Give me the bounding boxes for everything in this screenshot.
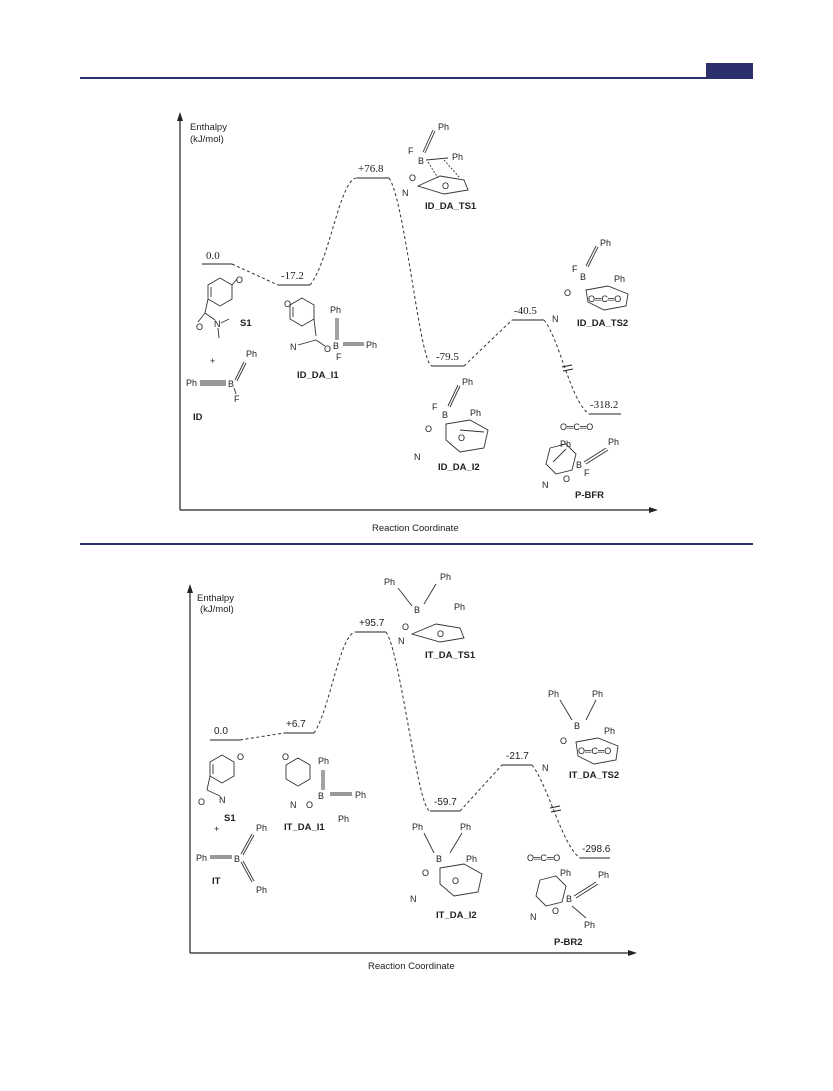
path-seg	[544, 320, 589, 414]
svg-text:O: O	[306, 800, 314, 810]
svg-text:Ph: Ph	[196, 853, 208, 863]
svg-text:B: B	[333, 341, 340, 351]
svg-text:B: B	[414, 605, 421, 615]
svg-text:N: N	[552, 314, 559, 324]
path-seg	[464, 320, 512, 366]
species-label: S1	[224, 813, 236, 824]
svg-text:F: F	[432, 402, 438, 412]
svg-text:F: F	[336, 352, 342, 362]
svg-text:O: O	[237, 752, 245, 762]
svg-text:O: O	[437, 629, 445, 639]
molecule-p-bfr	[542, 422, 619, 490]
svg-text:N: N	[398, 636, 405, 646]
svg-text:F: F	[234, 394, 240, 404]
molecule-it-da-i1	[282, 752, 366, 824]
svg-text:B: B	[580, 272, 587, 282]
species-label: ID_DA_TS1	[425, 201, 477, 212]
svg-text:B: B	[234, 854, 241, 864]
svg-text:Ph: Ph	[560, 868, 572, 878]
svg-text:O═C═O: O═C═O	[527, 853, 561, 863]
x-axis-title: Reaction Coordinate	[372, 523, 459, 534]
section-divider	[80, 543, 753, 545]
svg-text:Ph: Ph	[462, 377, 474, 387]
svg-text:O: O	[425, 424, 433, 434]
svg-text:Ph: Ph	[186, 378, 198, 388]
svg-text:Ph: Ph	[355, 790, 367, 800]
species-label: ID_DA_I2	[438, 462, 480, 473]
svg-text:Ph: Ph	[584, 920, 596, 930]
svg-text:O: O	[452, 876, 460, 886]
svg-text:O: O	[442, 181, 450, 191]
path-seg	[240, 733, 284, 740]
svg-text:Ph: Ph	[330, 305, 342, 315]
svg-text:Ph: Ph	[440, 572, 452, 582]
svg-text:B: B	[436, 854, 443, 864]
svg-text:B: B	[228, 379, 235, 389]
svg-text:N: N	[290, 800, 297, 810]
y-axis-unit: (kJ/mol)	[200, 604, 234, 615]
svg-text:O: O	[552, 906, 560, 916]
svg-text:B: B	[576, 460, 583, 470]
svg-text:O: O	[458, 433, 466, 443]
svg-text:Ph: Ph	[256, 823, 268, 833]
level-label: +6.7	[286, 719, 306, 730]
svg-text:O═C═O: O═C═O	[578, 746, 612, 756]
svg-text:N: N	[214, 319, 221, 329]
y-axis-title: Enthalpy	[190, 122, 227, 133]
molecule-p-br2	[527, 853, 609, 930]
svg-text:N: N	[530, 912, 537, 922]
level-label: 0.0	[214, 726, 228, 737]
svg-text:O: O	[564, 288, 572, 298]
svg-text:N: N	[414, 452, 421, 462]
level-label: -40.5	[514, 305, 537, 317]
header-tab	[706, 63, 753, 78]
svg-text:Ph: Ph	[614, 274, 626, 284]
energy-diagram-1	[0, 105, 833, 535]
molecule-s1	[198, 752, 244, 807]
level-label: -17.2	[281, 270, 304, 282]
level-label: -21.7	[506, 751, 529, 762]
molecule-id-da-ts1	[402, 122, 468, 198]
level-label: +95.7	[359, 618, 385, 629]
svg-text:Ph: Ph	[592, 689, 604, 699]
path-seg	[386, 632, 430, 811]
level-label: -79.5	[436, 351, 459, 363]
level-label: +76.8	[358, 163, 384, 175]
svg-text:Ph: Ph	[598, 870, 610, 880]
molecule-it-da-ts1	[384, 572, 465, 646]
species-label: ID_DA_I1	[297, 370, 339, 381]
molecule-id	[186, 349, 257, 404]
svg-text:F: F	[584, 468, 590, 478]
species-label: S1	[240, 318, 252, 329]
svg-text:O: O	[236, 275, 244, 285]
svg-text:N: N	[410, 894, 417, 904]
svg-text:O: O	[282, 752, 290, 762]
species-label: IT	[212, 876, 221, 887]
svg-text:Ph: Ph	[366, 340, 378, 350]
path-seg	[314, 632, 356, 733]
molecule-id-da-ts2	[552, 238, 628, 324]
path-seg	[460, 765, 502, 811]
species-label: P-BR2	[554, 937, 583, 948]
svg-text:N: N	[542, 480, 549, 490]
svg-text:B: B	[442, 410, 449, 420]
path-seg	[310, 178, 357, 285]
svg-text:O: O	[560, 736, 568, 746]
axis-break-mark	[562, 365, 573, 371]
svg-text:B: B	[574, 721, 581, 731]
species-label: ID	[193, 412, 203, 423]
y-axis-unit: (kJ/mol)	[190, 134, 224, 145]
svg-text:F: F	[408, 146, 414, 156]
species-label: IT_DA_TS1	[425, 650, 476, 661]
svg-text:N: N	[402, 188, 409, 198]
svg-text:O: O	[409, 173, 417, 183]
axis-break-mark	[550, 806, 561, 812]
svg-text:Ph: Ph	[246, 349, 258, 359]
svg-text:O═C═O: O═C═O	[588, 294, 622, 304]
svg-text:O: O	[402, 622, 410, 632]
plus-sign: +	[214, 824, 220, 834]
molecule-s1	[196, 275, 243, 338]
svg-text:Ph: Ph	[338, 814, 350, 824]
species-label: IT_DA_I1	[284, 822, 325, 833]
energy-diagram-2	[0, 565, 833, 985]
svg-text:Ph: Ph	[256, 885, 268, 895]
level-label: -59.7	[434, 797, 457, 808]
svg-text:Ph: Ph	[600, 238, 612, 248]
svg-text:F: F	[572, 264, 578, 274]
svg-text:B: B	[566, 894, 573, 904]
svg-text:N: N	[542, 763, 549, 773]
svg-text:Ph: Ph	[452, 152, 464, 162]
svg-text:O: O	[196, 322, 204, 332]
molecule-id-da-i2	[414, 377, 488, 462]
svg-text:O: O	[198, 797, 206, 807]
svg-text:Ph: Ph	[318, 756, 330, 766]
svg-text:Ph: Ph	[460, 822, 472, 832]
molecule-it-da-i2	[410, 822, 482, 904]
svg-text:Ph: Ph	[384, 577, 396, 587]
svg-text:O: O	[563, 474, 571, 484]
svg-text:O: O	[324, 344, 332, 354]
svg-text:N: N	[290, 342, 297, 352]
header-rule	[80, 77, 753, 79]
svg-text:Ph: Ph	[560, 439, 572, 449]
svg-text:B: B	[318, 791, 325, 801]
svg-text:Ph: Ph	[466, 854, 478, 864]
svg-text:B: B	[418, 156, 425, 166]
species-label: IT_DA_TS2	[569, 770, 620, 781]
level-label: 0.0	[206, 250, 220, 262]
svg-text:Ph: Ph	[412, 822, 424, 832]
svg-text:Ph: Ph	[470, 408, 482, 418]
svg-text:O: O	[422, 868, 430, 878]
species-label: P-BFR	[575, 490, 605, 501]
svg-text:N: N	[219, 795, 226, 805]
molecule-it-da-ts2	[542, 689, 618, 773]
svg-text:Ph: Ph	[438, 122, 450, 132]
x-axis-title: Reaction Coordinate	[368, 961, 455, 972]
molecule-id-da-i1	[284, 298, 377, 362]
species-label: IT_DA_I2	[436, 910, 477, 921]
molecule-it	[196, 823, 267, 895]
species-label: ID_DA_TS2	[577, 318, 629, 329]
svg-text:Ph: Ph	[548, 689, 560, 699]
svg-text:Ph: Ph	[604, 726, 616, 736]
level-label: -318.2	[590, 399, 619, 411]
svg-text:Ph: Ph	[608, 437, 620, 447]
svg-text:O: O	[284, 299, 292, 309]
svg-text:O═C═O: O═C═O	[560, 422, 594, 432]
svg-text:Ph: Ph	[454, 602, 466, 612]
plus-sign: +	[210, 356, 216, 366]
y-axis-title: Enthalpy	[197, 593, 234, 604]
level-label: -298.6	[582, 844, 611, 855]
